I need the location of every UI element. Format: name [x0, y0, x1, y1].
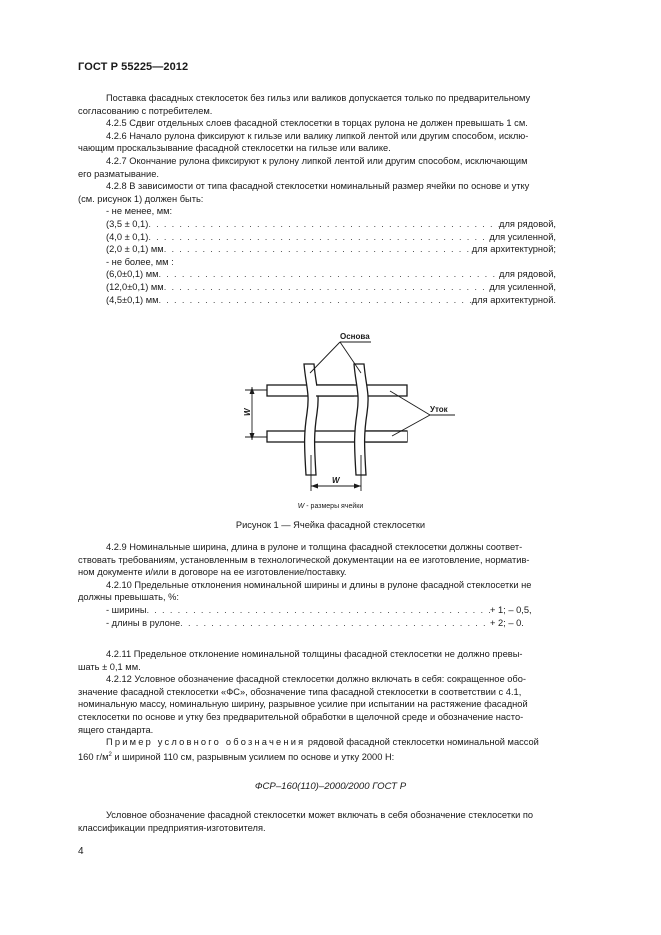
label-osnova: Основа: [340, 332, 370, 341]
cell-size-value: (4,0 ± 0,1): [106, 231, 149, 242]
paragraph-line: номинальную массу, номинальную ширину, разрывное усилие при испытании на растяжение фасадной: [78, 699, 528, 710]
example-text: и шириной 110 см, разрывным усилием по основе и утку 2000 Н:: [111, 751, 395, 762]
list-item: [78, 604, 540, 617]
dot-leader: [159, 294, 472, 307]
list-item: [78, 281, 556, 294]
tolerance-value: + 1; – 0,5,: [490, 604, 532, 615]
example-line: [78, 736, 614, 749]
paragraph-line: должны превышать, %:: [78, 592, 179, 603]
dot-leader: [164, 281, 490, 294]
list-item: [78, 218, 556, 231]
example-text: рядовой фасадной стеклосетки номинальной массой: [305, 737, 539, 748]
dot-leader: [148, 231, 489, 244]
weave-overlap: [316, 386, 354, 396]
section-4-2-11-4-2-12: [78, 648, 614, 763]
tolerance-value: + 2; – 0.: [490, 617, 524, 628]
cell-size-value: (4,5±0,1) мм: [106, 294, 159, 305]
legend-text: - размеры ячейки: [306, 503, 364, 510]
paragraph-line: 4.2.10 Предельные отклонения номинальной ширины и длины в рулоне фасадной стеклосетки не: [106, 579, 532, 590]
final-paragraph: [78, 809, 614, 834]
list-item: [78, 294, 556, 307]
dimension-w-horizontal: W: [332, 476, 340, 485]
weave-overlap: [366, 432, 407, 442]
paragraph-line: классификации предприятия-изготовителя.: [78, 822, 266, 833]
mesh-type: для рядовой,: [499, 269, 556, 280]
list-heading: - не менее, мм:: [106, 206, 173, 217]
paragraph-line: ящего стандарта.: [78, 724, 154, 735]
standard-header: ГОСТ Р 55225—2012: [78, 61, 189, 73]
paragraph-line: согласованию с потребителем.: [78, 105, 213, 116]
figure-caption: Рисунок 1 — Ячейка фасадной стеклосетки: [235, 520, 426, 530]
example-mass: 160 г/м: [78, 751, 109, 762]
cell-size-value: (12,0±0,1) мм: [106, 281, 164, 292]
paragraph-line: 4.2.7 Окончание рулона фиксируют к рулону липкой лентой или другим способом, исключающим: [106, 155, 528, 166]
paragraph-line: Поставка фасадных стеклосеток без гильз или валиков допускается только по предварительному: [106, 93, 531, 103]
page-number: 4: [78, 846, 84, 857]
list-heading: - не более, мм :: [106, 256, 174, 267]
tolerance-label: - длины в рулоне: [106, 617, 181, 628]
mesh-type: для архитектурной.: [471, 294, 556, 305]
paragraph-line: 4.2.8 В зависимости от типа фасадной стеклосетки номинальный размер ячейки по основе и утку: [106, 181, 530, 192]
example-line: [78, 749, 614, 764]
paragraph-line: шать ± 0,1 мм.: [78, 661, 141, 672]
dot-leader: [164, 243, 472, 256]
list-item: [78, 617, 540, 630]
mesh-type: для рядовой,: [499, 218, 556, 229]
paragraph-line: значение фасадной стеклосетки «ФС», обозначение типа фасадной стеклосетки в соответствии с 4.1,: [78, 686, 522, 697]
paragraph-line: ствовать требованиям, установленным в технологической документации на ее изготовление, норматив-: [78, 554, 530, 565]
paragraph-line: ном документе и/или в договоре на ее изготовление/поставку.: [78, 567, 347, 578]
legend-symbol: W: [297, 503, 305, 510]
label-utok: Уток: [430, 405, 448, 414]
mesh-cell-figure: [230, 325, 460, 515]
mesh-type: для усиленной,: [489, 231, 556, 242]
mesh-type: для усиленной,: [489, 281, 556, 292]
cell-size-value: (6,0±0,1) мм: [106, 269, 159, 280]
paragraph-line: 4.2.9 Номинальные ширина, длина в рулоне и толщина фасадной стеклосетки должны соответ-: [106, 542, 523, 552]
example-keyword: Пример условного обозначения: [106, 737, 306, 748]
cell-size-value: (2,0 ± 0,1) мм: [106, 244, 164, 255]
list-item: [78, 268, 556, 281]
paragraph-line: 4.2.6 Начало рулона фиксируют к гильзе или валику липкой лентой или другим способом, исклю-: [106, 130, 529, 141]
paragraph-line: стеклосетки по основе и утку без предварительной обработки в щелочной среде и обозначение настo-: [78, 711, 524, 722]
paragraph-line: (см. рисунок 1) должен быть:: [78, 193, 204, 204]
paragraph-line: 4.2.12 Условное обозначение фасадной стеклосетки должно включать в себя: сокращенное обо-: [106, 674, 526, 685]
list-item: [78, 243, 556, 256]
section-4-2-4-to-4-2-8: [78, 92, 614, 306]
dot-leader: [180, 617, 490, 630]
paragraph-line: 4.2.11 Предельное отклонение номинальной толщины фасадной стеклосетки не должно превы-: [106, 649, 523, 659]
paragraph-4-2-5: 4.2.5 Сдвиг отдельных слоев фасадной стеклосетки в торцах рулона не должен превышать 1 см.: [106, 118, 528, 129]
dimension-w-vertical: W: [243, 408, 252, 416]
figure-legend: [0, 503, 661, 510]
section-4-2-9-4-2-10: [78, 541, 614, 629]
paragraph-line: чающим проскальзывание фасадной стеклосетки на гильзе или валике.: [78, 143, 391, 154]
list-item: [78, 231, 556, 244]
paragraph-line: Условное обозначение фасадной стеклосетки может включать в себя обозначение стеклосетки по: [106, 810, 534, 820]
dot-leader: [159, 268, 500, 281]
superscript: 2: [108, 751, 112, 758]
dot-leader: [148, 218, 499, 231]
dot-leader: [147, 604, 490, 617]
tolerance-label: - ширины: [106, 604, 147, 615]
cell-size-value: (3,5 ± 0,1): [106, 218, 149, 229]
designation-formula: ФСР–160(110)–2000/2000 ГОСТ Р: [254, 781, 407, 792]
paragraph-line: его разматывание.: [78, 168, 159, 179]
mesh-type: для архитектурной;: [471, 244, 556, 255]
